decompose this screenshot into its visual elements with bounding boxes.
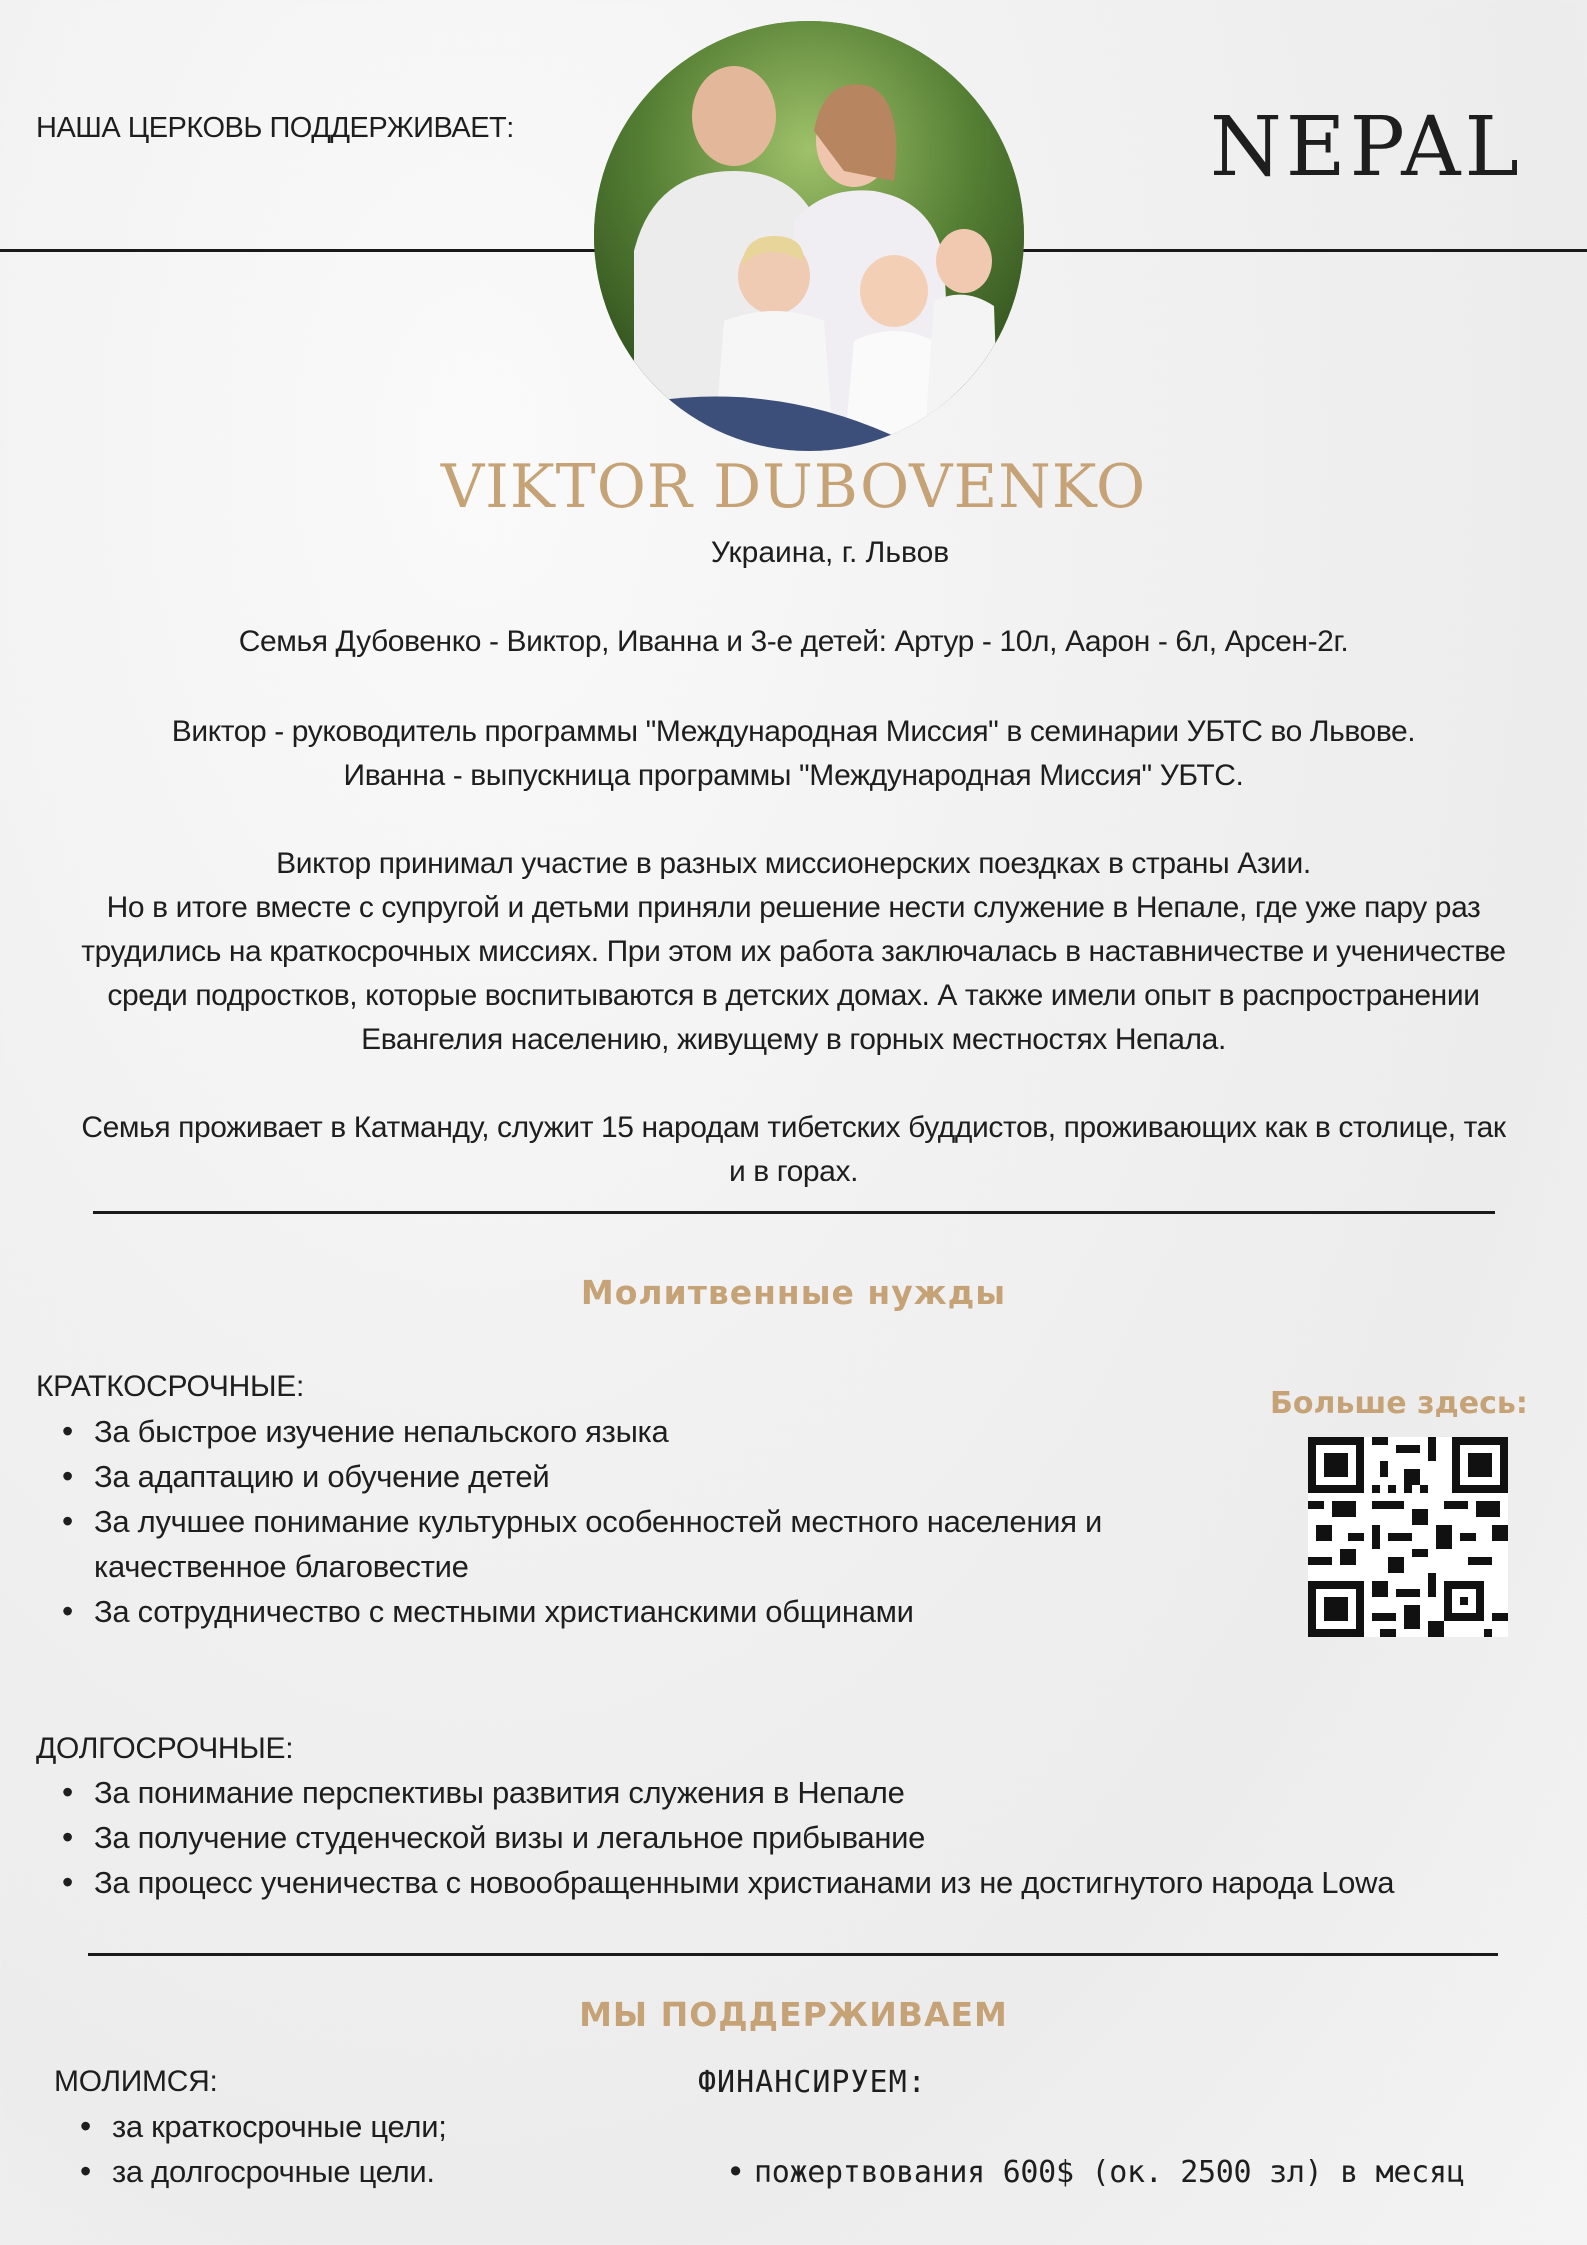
section-divider: [93, 1211, 1495, 1214]
family-text: Семья Дубовенко - Виктор, Иванна и 3-е детей: Артур - 10л, Аарон - 6л, Арсен-2г.: [238, 625, 1349, 658]
story-block: [40, 842, 1547, 1062]
list-item: • за краткосрочные цели;: [54, 2104, 654, 2149]
finance-list: [700, 2150, 1580, 2195]
missionary-location: Украина, г. Львов: [710, 536, 950, 569]
list-item: • За сотрудничество с местными христианскими общинами: [36, 1589, 1216, 1634]
long-term-label: ДОЛГОСРОЧНЫЕ:: [36, 1732, 294, 1765]
story-line: Евангелия населению, живущему в горных местностях Непала.: [361, 1023, 1226, 1056]
list-item: • пожертвования 600$ (ок. 2500 зл) в месяц: [700, 2150, 1580, 2195]
story-line: Но в итоге вместе с супругой и детьми приняли решение нести служение в Непале, где уже пару раз: [106, 891, 1481, 924]
short-term-list: [36, 1409, 1216, 1634]
list-item: • за долгосрочные цели.: [54, 2149, 654, 2194]
pray-list: [54, 2104, 654, 2194]
more-here-label: Больше здесь:: [1270, 1386, 1528, 1421]
country-title: NEPAL: [1210, 100, 1523, 195]
residence-line: и в горах.: [728, 1155, 859, 1188]
roles-block: [40, 710, 1547, 798]
support-title: МЫ ПОДДЕРЖИВАЕМ: [579, 1995, 1008, 2034]
list-item: • За адаптацию и обучение детей: [36, 1454, 1216, 1499]
supports-label: НАША ЦЕРКОВЬ ПОДДЕРЖИВАЕТ:: [36, 112, 514, 144]
pray-label: МОЛИМСЯ:: [54, 2065, 218, 2098]
residence-block: [40, 1106, 1547, 1194]
short-term-label: КРАТКОСРОЧНЫЕ:: [36, 1370, 304, 1403]
list-item: • За получение студенческой визы и легальное прибывание: [36, 1815, 1536, 1860]
story-line: среди подростков, которые воспитываются в детских домах. А также имели опыт в распространении: [107, 979, 1480, 1012]
qr-code[interactable]: [1308, 1437, 1508, 1637]
role-line: Виктор - руководитель программы "Международная Миссия" в семинарии УБТС во Львове.: [171, 715, 1416, 748]
story-line: трудились на краткосрочных миссиях. При этом их работа заключалась в наставничестве и ученичестве: [81, 935, 1506, 968]
prayer-title: Молитвенные нужды: [580, 1273, 1007, 1312]
list-item: • За лучшее понимание культурных особенностей местного населения и качественное благовестие: [36, 1499, 1194, 1589]
list-item: • За процесс ученичества с новообращенными христианами из не достигнутого народа Lowa: [36, 1860, 1536, 1905]
finance-label: ФИНАНСИРУЕМ:: [698, 2065, 927, 2100]
story-line: Виктор принимал участие в разных миссионерских поездках в страны Азии.: [276, 847, 1311, 880]
residence-line: Семья проживает в Катманду, служит 15 народам тибетских буддистов, проживающих как в столице, так: [81, 1111, 1506, 1144]
role-line: Иванна - выпускница программы "Международная Миссия" УБТС.: [343, 759, 1244, 792]
family-photo: [594, 21, 1024, 451]
missionary-name: VIKTOR DUBOVENKO: [440, 452, 1147, 522]
list-item: • За быстрое изучение непальского языка: [36, 1409, 1216, 1454]
section-divider: [88, 1953, 1498, 1956]
list-item: • За понимание перспективы развития служения в Непале: [36, 1770, 1536, 1815]
long-term-list: [36, 1770, 1536, 1905]
